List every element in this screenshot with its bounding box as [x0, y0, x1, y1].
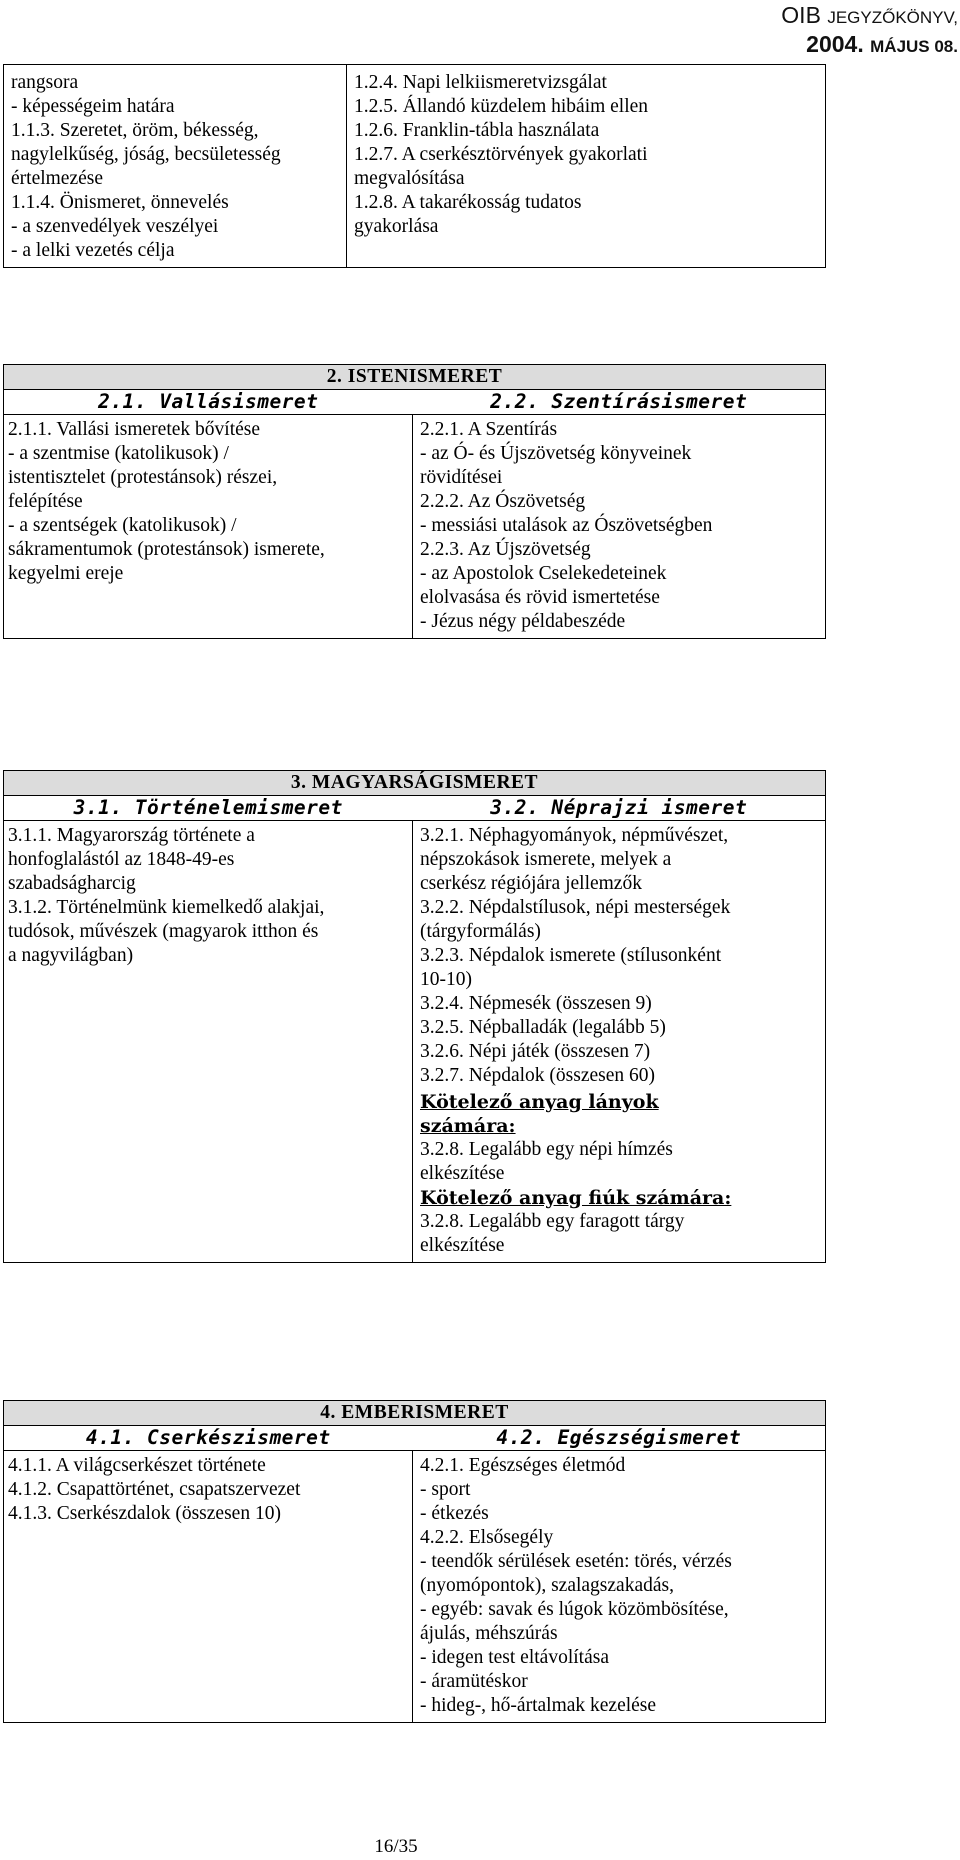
text-line: szabadságharcig [8, 873, 136, 894]
section-4-1-title: 4.1. Cserkészismeret [4, 1426, 413, 1451]
text-line: 1.2.5. Állandó küzdelem hibáim ellen [354, 96, 649, 117]
text-line: 2.2.3. Az Újszövetség [420, 539, 591, 560]
section-4-2-title: 4.2. Egészségismeret [413, 1426, 826, 1451]
text-line: értelmezése [11, 168, 104, 189]
text-line: 3.2.8. Legalább egy faragott tárgy [420, 1211, 685, 1232]
text-line: megvalósítása [354, 168, 465, 189]
text-line: 3.1.1. Magyarország története a [8, 825, 255, 846]
text-line: 1.2.6. Franklin-tábla használata [354, 120, 600, 141]
text-line: 3.2.1. Néphagyományok, népművészet, [420, 825, 729, 846]
text-line: 2004. [806, 31, 871, 57]
section-2-1-title: 2.1. Vallásismeret [4, 390, 413, 415]
table-self-knowledge-continuation [3, 64, 826, 268]
text-line: felépítése [8, 491, 83, 512]
text-line: 1.1.4. Önismeret, önnevelés [11, 192, 229, 213]
text-line: kegyelmi ereje [8, 563, 124, 584]
text-line: 10-10) [420, 969, 472, 990]
text-line: - Jézus négy példabeszéde [420, 611, 626, 632]
text-line: - egyéb: savak és lúgok közömbösítése, [420, 1599, 729, 1620]
text-line: népszokások ismerete, melyek a [420, 849, 672, 870]
text-line: MÁJUS 08. [870, 37, 958, 56]
section-4-right-content [413, 1451, 826, 1723]
text-line: elkészítése [420, 1235, 505, 1256]
text-line: - idegen test eltávolítása [420, 1647, 609, 1668]
text-line: elkészítése [420, 1163, 505, 1184]
text-line: 1.2.4. Napi lelkiismeretvizsgálat [354, 72, 607, 93]
text-line: 3.2.2. Népdalstílusok, népi mesterségek [420, 897, 731, 918]
text-line: tudósok, művészek (magyarok itthon és [8, 921, 319, 942]
text-line: - képességeim határa [11, 96, 175, 117]
boys-required-heading: Kötelező anyag fiúk számára: [420, 1187, 732, 1209]
text-line: JEGYZŐKÖNYV, [827, 8, 958, 27]
text-line: - étkezés [420, 1503, 489, 1524]
text-line: rövidítései [420, 467, 503, 488]
text-line: 4.2.2. Elsősegély [420, 1527, 554, 1548]
table-section-2 [3, 364, 826, 639]
text-line: 4.2.1. Egészséges életmód [420, 1455, 626, 1476]
text-line: 1.2.7. A cserkésztörvények gyakorlati [354, 144, 648, 165]
section-3-left-content [4, 821, 413, 1263]
text-line: 4.1.3. Cserkészdalok (összesen 10) [8, 1503, 281, 1524]
text-line: 4.1.2. Csapattörténet, csapatszervezet [8, 1479, 301, 1500]
text-line: 3.2.6. Népi játék (összesen 7) [420, 1041, 651, 1062]
text-line: istentisztelet (protestánsok) részei, [8, 467, 278, 488]
girls-required-heading-2: számára: [420, 1115, 516, 1137]
header-line-2 [781, 31, 958, 60]
text-line: gyakorlása [354, 216, 439, 237]
text-line: elolvasása és rövid ismertetése [420, 587, 660, 608]
text-line: - áramütéskor [420, 1671, 528, 1692]
text-line: sákramentumok (protestánsok) ismerete, [8, 539, 325, 560]
text-line: 4.1.1. A világcserkészet története [8, 1455, 266, 1476]
section-3-title: 3. MAGYARSÁGISMERET [4, 771, 826, 796]
text-line: 3.1.2. Történelmünk kiemelkedő alakjai, [8, 897, 325, 918]
text-line: - sport [420, 1479, 471, 1500]
text-line: 3.2.8. Legalább egy népi hímzés [420, 1139, 673, 1160]
section-3-right-content [413, 821, 826, 1263]
text-line: - a szentmise (katolikusok) / [8, 443, 229, 464]
table-section-4 [3, 1400, 826, 1723]
section-4-left-content [4, 1451, 413, 1723]
section-3-1-title: 3.1. Történelemismeret [4, 796, 413, 821]
text-line: - az Apostolok Cselekedeteinek [420, 563, 667, 584]
text-line: ájulás, méhszúrás [420, 1623, 558, 1644]
text-line: nagylelkűség, jóság, becsületesség [11, 144, 281, 165]
text-line: 3.2.5. Népballadák (legalább 5) [420, 1017, 666, 1038]
text-line: - teendők sérülések esetén: törés, vérzés [420, 1551, 732, 1572]
text-line: a nagyvilágban) [8, 945, 134, 966]
text-line: 2.2.1. A Szentírás [420, 419, 558, 440]
text-line: 3.2.7. Népdalok (összesen 60) [420, 1065, 656, 1086]
document-header [781, 2, 958, 60]
section-3-2-title: 3.2. Néprajzi ismeret [413, 796, 826, 821]
text-line: honfoglalástól az 1848-49-es [8, 849, 235, 870]
text-line: 1.1.3. Szeretet, öröm, békesség, [11, 120, 259, 141]
text-line: 3.2.4. Népmesék (összesen 9) [420, 993, 652, 1014]
text-line: OIB [781, 2, 828, 28]
text-line: - a szentségek (katolikusok) / [8, 515, 237, 536]
text-line: (tárgyformálás) [420, 921, 541, 942]
text-line: cserkész régiójára jellemzők [420, 873, 642, 894]
text-line: - a lelki vezetés célja [11, 240, 175, 261]
section-2-right-content [413, 415, 826, 639]
table-section-3 [3, 770, 826, 1263]
girls-required-heading: Kötelező anyag lányok [420, 1091, 659, 1113]
cell-right [347, 65, 826, 268]
section-2-left-content [4, 415, 413, 639]
text-line: 3.2.3. Népdalok ismerete (stílusonként [420, 945, 722, 966]
text-line: - az Ó- és Újszövetség könyveinek [420, 443, 692, 464]
text-line: - a szenvedélyek veszélyei [11, 216, 219, 237]
cell-left [4, 65, 347, 268]
text-line: rangsora [11, 72, 79, 93]
section-2-title: 2. ISTENISMERET [4, 365, 826, 390]
text-line: 1.2.8. A takarékosság tudatos [354, 192, 582, 213]
header-line-1 [781, 2, 958, 31]
text-line: (nyomópontok), szalagszakadás, [420, 1575, 674, 1596]
text-line: - messiási utalások az Ószövetségben [420, 515, 713, 536]
page-number: 16/35 [374, 1836, 418, 1857]
text-line: - hideg-, hő-ártalmak kezelése [420, 1695, 657, 1716]
section-4-title: 4. EMBERISMERET [4, 1401, 826, 1426]
text-line: 2.1.1. Vallási ismeretek bővítése [8, 419, 261, 440]
text-line: 2.2.2. Az Ószövetség [420, 491, 586, 512]
section-2-2-title: 2.2. Szentírásismeret [413, 390, 826, 415]
